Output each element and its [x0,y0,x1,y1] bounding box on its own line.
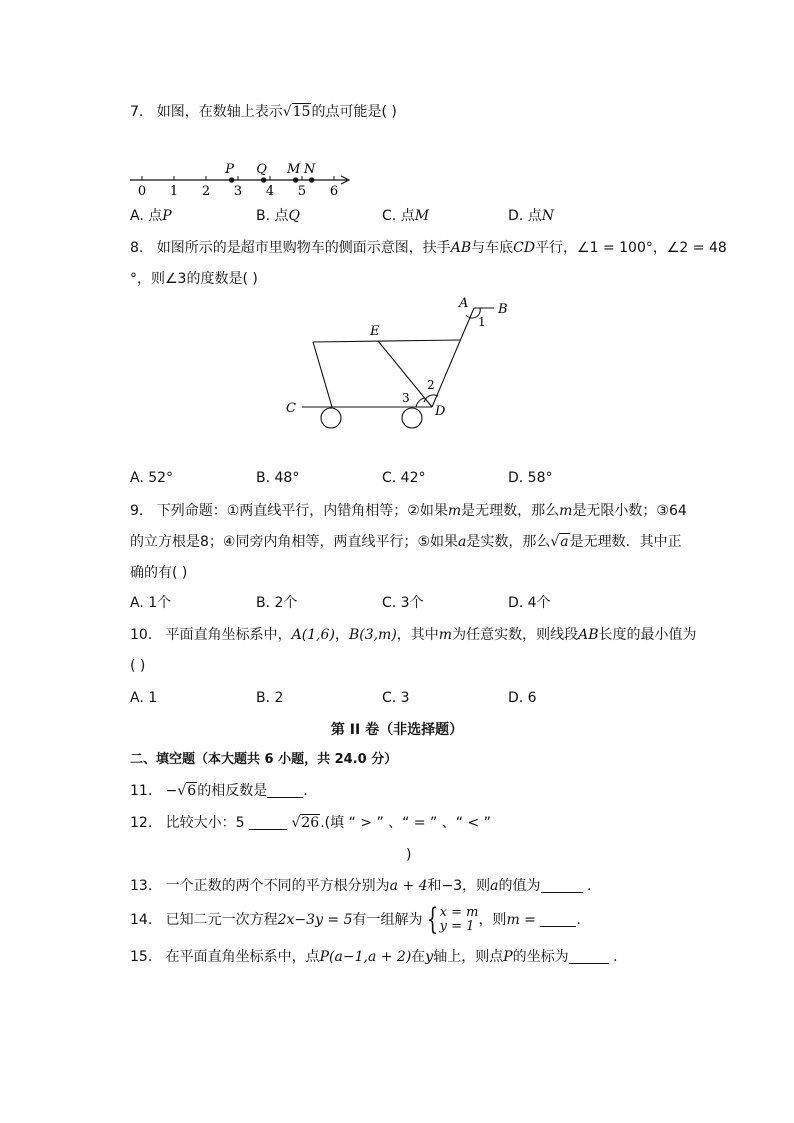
q10-option-a[interactable]: A. 1 [130,690,158,706]
tick-label: 2 [201,184,211,199]
q9-stem-line2: 的立方根是8；④同旁内角相等，两直线平行；⑤如果a是实数，那么√a是无理数．其中正 [130,534,682,550]
q10-option-d[interactable]: D. 6 [508,690,537,706]
label-b: B [498,302,508,317]
q15-number: 15. [130,949,153,965]
q9-option-b[interactable]: B. 2个 [256,595,298,611]
q7-option-c[interactable]: C. 点M [382,208,430,224]
q10-stem-line1: 10. 平面直角坐标系中，A(1,6)，B(3,m)，其中m为任意实数，则线段AB长度的最小值为 [130,627,697,643]
q12-stem: 12. 比较大小：5 √26.(填 “ > ” 、“ = ” 、“ < ” [130,815,491,831]
q12-close: ) [406,847,412,863]
q13-stem: 13. 一个正数的两个不同的平方根分别为a + 4和−3，则a的值为 . [130,878,592,894]
part2-title: 第 II 卷（非选择题） [330,722,464,738]
q9-option-a[interactable]: A. 1个 [130,595,172,611]
q7-option-d[interactable]: D. 点N [508,208,554,224]
label-c: C [286,401,296,416]
q12-answer-blank[interactable] [249,815,287,830]
angle-2-label: 2 [427,378,435,392]
point-label-p: P [225,162,234,177]
q15-answer-blank[interactable] [569,949,609,964]
point-q [261,177,266,182]
tick-label: 6 [329,184,339,199]
q8-option-d[interactable]: D. 58° [508,470,553,486]
tick-label: 1 [169,184,179,199]
section2-heading: 二、填空题（本大题共 6 小题，共 24.0 分） [130,752,398,767]
label-d: D [435,404,446,419]
angle-1-label: 1 [478,315,486,329]
angle-3-label: 3 [402,391,410,405]
q7-number: 7. [130,104,144,120]
tick-label: 0 [137,184,147,199]
q13-answer-blank[interactable] [541,878,583,893]
point-label-n: N [303,162,316,177]
q12-number: 12. [130,815,153,831]
q11-stem: 11. −√6的相反数是 . [130,783,308,799]
q8-number: 8. [130,240,144,256]
q11-number: 11. [130,783,153,799]
q10-stem-line2: ( ) [130,658,146,674]
q13-number: 13. [130,878,153,894]
q10-option-b[interactable]: B. 2 [256,690,284,706]
point-n [309,177,314,182]
tick-label: 4 [265,184,275,199]
point-label-q: Q [256,162,267,177]
q15-stem: 15. 在平面直角坐标系中，点P(a−1,a + 2)在y轴上，则点P的坐标为 . [130,949,618,965]
label-e: E [370,324,380,339]
tick-label: 5 [297,184,307,199]
q10-number: 10. [130,627,153,643]
tick-label: 3 [233,184,243,199]
number-line-figure [125,155,360,200]
q9-option-d[interactable]: D. 4个 [508,595,551,611]
point-m [293,177,298,182]
q8-stem-line1: 8. 如图所示的是超市里购物车的侧面示意图，扶手AB与车底CD平行，∠1 = 100°，∠2 = 48 [130,240,727,256]
q7-option-a[interactable]: A. 点P [130,208,172,224]
q14-stem: 14. 已知二元一次方程2x−3y = 5有一组解为 { x = m y = 1 ，则m = . [130,902,581,937]
q7-option-b[interactable]: B. 点Q [256,208,300,224]
q8-option-a[interactable]: A. 52° [130,470,174,486]
shopping-cart-figure [280,292,515,432]
point-label-m: M [286,162,301,177]
q14-answer-blank[interactable] [540,912,576,927]
q9-stem-line3: 确的有( ) [130,565,188,581]
q9-stem-line1: 9. 下列命题：①两直线平行，内错角相等；②如果m是无理数，那么m是无限小数；③64 [130,503,687,519]
q8-stem-line2: °，则∠3的度数是( ) [130,271,258,287]
q9-number: 9. [130,503,144,519]
q10-option-c[interactable]: C. 3 [382,690,410,706]
q11-answer-blank[interactable] [267,783,303,798]
label-a: A [459,296,469,311]
q7-stem: 7. 如图，在数轴上表示√15的点可能是( ) [130,104,397,120]
q14-number: 14. [130,912,153,928]
point-p [229,177,234,182]
q8-option-b[interactable]: B. 48° [256,470,300,486]
q8-option-c[interactable]: C. 42° [382,470,426,486]
q9-option-c[interactable]: C. 3个 [382,595,424,611]
